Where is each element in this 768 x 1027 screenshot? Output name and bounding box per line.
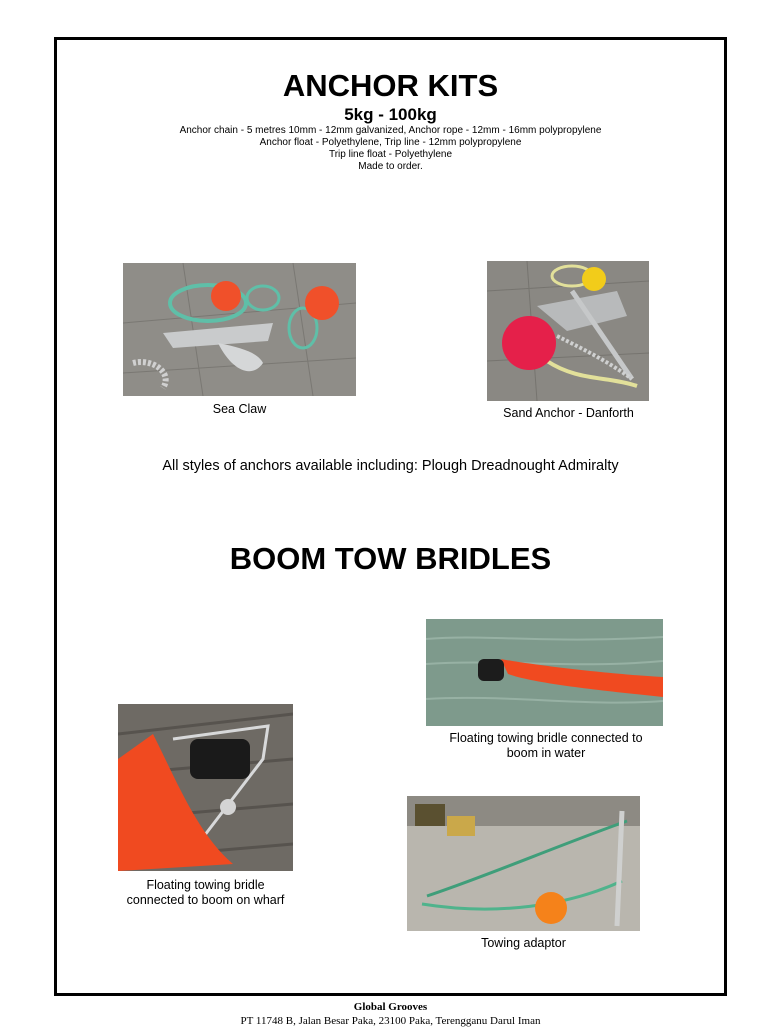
footer-company: Global Grooves bbox=[353, 1001, 428, 1013]
sea-claw-anchor-photo bbox=[123, 263, 356, 396]
spec-line: Anchor float - Polyethylene, Trip line - 12mm polypropylene bbox=[259, 137, 522, 148]
footer-address: PT 11748 B, Jalan Besar Paka, 23100 Paka, Terengganu Darul Iman bbox=[240, 1015, 541, 1027]
caption-line: Floating towing bridle connected to bbox=[449, 731, 643, 745]
boom-in-water-photo bbox=[426, 619, 663, 726]
towing-adaptor-caption: Towing adaptor bbox=[481, 936, 566, 950]
caption-line: boom in water bbox=[506, 746, 586, 760]
boom-on-wharf-caption bbox=[108, 878, 303, 908]
danforth-anchor-photo bbox=[487, 261, 649, 401]
spec-line: Anchor chain - 5 metres 10mm - 12mm galvanized, Anchor rope - 12mm - 16mm polypropylene bbox=[179, 125, 602, 136]
anchor-kits-title: ANCHOR KITS bbox=[282, 68, 499, 103]
caption-line: connected to boom on wharf bbox=[126, 893, 285, 907]
danforth-caption: Sand Anchor - Danforth bbox=[503, 406, 634, 420]
sea-claw-caption: Sea Claw bbox=[212, 402, 267, 416]
anchor-weight-range: 5kg - 100kg bbox=[344, 105, 437, 124]
boom-tow-bridles-title: BOOM TOW BRIDLES bbox=[229, 541, 552, 576]
spec-line: Made to order. bbox=[358, 161, 423, 172]
anchor-styles-text: All styles of anchors available including: Plough Dreadnought Admiralty bbox=[162, 458, 619, 474]
boom-in-water-caption bbox=[426, 731, 666, 761]
boom-on-wharf-photo bbox=[118, 704, 293, 871]
towing-adaptor-photo bbox=[407, 796, 640, 931]
caption-line: Floating towing bridle bbox=[146, 878, 265, 892]
anchor-specs bbox=[54, 125, 727, 173]
spec-line: Trip line float - Polyethylene bbox=[328, 149, 453, 160]
